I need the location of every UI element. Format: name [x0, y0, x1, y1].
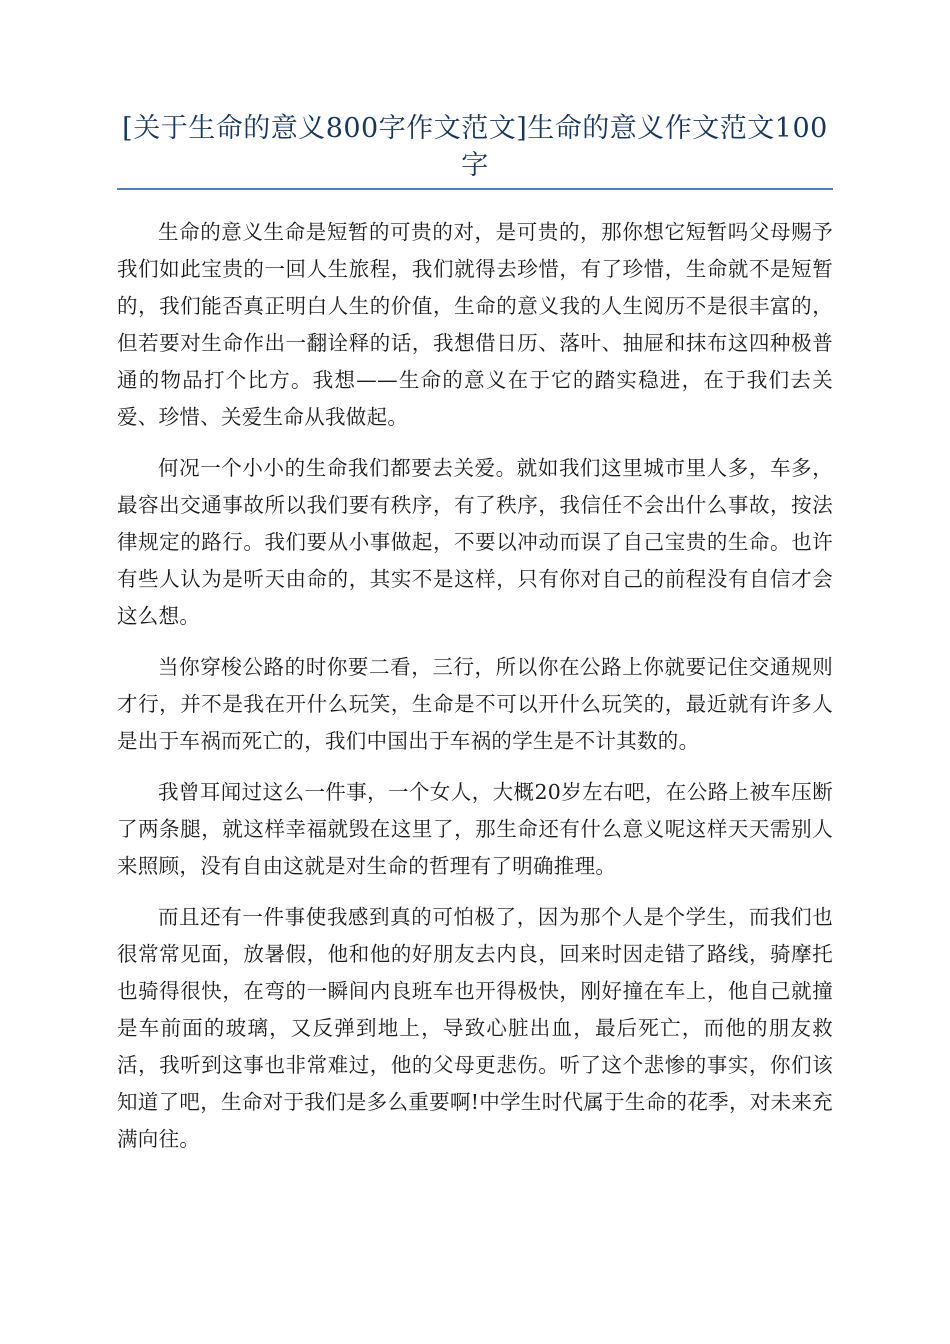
document-page — [117, 110, 833, 1172]
paragraph-5: 而且还有一件事使我感到真的可怕极了，因为那个人是个学生，而我们也很常常见面，放暑假，他和他的好朋友去内良，回来时因走错了路线，骑摩托也骑得很快，在弯的一瞬间内良班车也开得极快，刚好撞在车上，他自己就撞是车前面的玻璃，又反弹到地上，导致心脏出血，最后死亡，而他的朋友救活，我听到这事也非常难过，他的父母更悲伤。听了这个悲惨的事实，你们该知道了吧，生命对于我们是多么重要啊!中学生时代属于生命的花季，对未来充满向往。 — [117, 905, 833, 1151]
title-underline — [117, 188, 833, 190]
document-title: [关于生命的意义800字作文范文]生命的意义作文范文100字 — [122, 113, 828, 181]
paragraph-4: 我曾耳闻过这么一件事，一个女人，大概20岁左右吧，在公路上被车压断了两条腿，就这样幸福就毁在这里了，那生命还有什么意义呢这样天天需别人来照顾，没有自由这就是对生命的哲理有了明确推理。 — [117, 780, 833, 878]
paragraph-1: 生命的意义生命是短暂的可贵的对，是可贵的，那你想它短暂吗父母赐予我们如此宝贵的一回人生旅程，我们就得去珍惜，有了珍惜，生命就不是短暂的，我们能否真正明白人生的价值，生命的意义我的人生阅历不是很丰富的，但若要对生命作出一翻诠释的话，我想借日历、落叶、抽屉和抹布这四种极普通的物品打个比方。我想——生命的意义在于它的踏实稳进，在于我们去关爱、珍惜、关爱生命从我做起。 — [117, 220, 833, 429]
paragraph-2: 何况一个小小的生命我们都要去关爱。就如我们这里城市里人多，车多，最容出交通事故所以我们要有秩序，有了秩序，我信任不会出什么事故，按法律规定的路行。我们要从小事做起，不要以冲动而误了自己宝贵的生命。也许有些人认为是听天由命的，其实不是这样，只有你对自己的前程没有自信才会这么想。 — [117, 456, 833, 628]
paragraph-3: 当你穿梭公路的时你要二看，三行，所以你在公路上你就要记住交通规则才行，并不是我在开什么玩笑，生命是不可以开什么玩笑的，最近就有许多人是出于车祸而死亡的，我们中国出于车祸的学生是不计其数的。 — [117, 655, 833, 753]
